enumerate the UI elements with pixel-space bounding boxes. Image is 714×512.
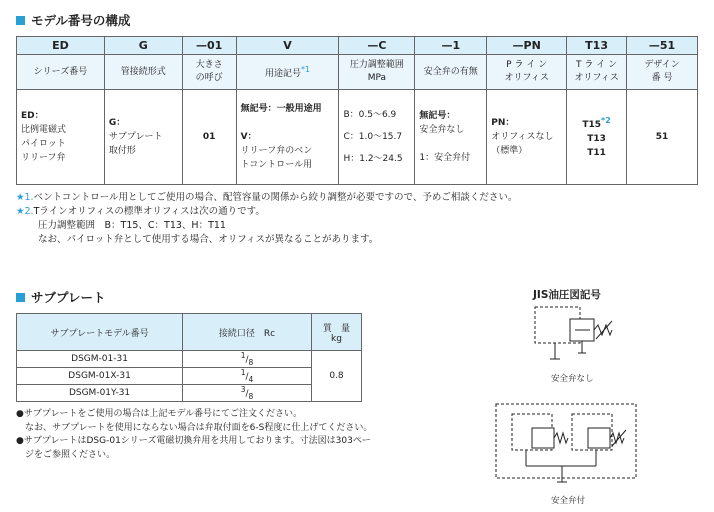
code-cell: G	[104, 37, 182, 55]
footnote-1: ★1.ベントコントロール用としてご使用の場合、配管容量の関係から絞り調整が必要ですので、予めご相談ください。	[16, 192, 518, 203]
model-cell: DSGM-01-31	[17, 351, 183, 368]
port-cell: $^1/_8$	[183, 351, 312, 368]
label-cell: T ラ イ ン オリフィス	[567, 55, 627, 90]
code-cell: —01	[182, 37, 236, 55]
table-row	[17, 351, 362, 368]
mass-cell: 0.8	[311, 351, 361, 402]
model-code-row	[17, 37, 698, 55]
pressure-cell: B：0.5〜6.9 C：1.0〜15.7 H：1.2〜24.5	[339, 90, 415, 185]
series-cell: ED： 比例電磁式 パイロット リリーフ弁	[17, 90, 105, 185]
label-cell: 管接続形式	[104, 55, 182, 90]
code-cell: —1	[415, 37, 487, 55]
label-cell: デザイン 番 号	[627, 55, 698, 90]
header-port: 接続口径 Rc	[183, 314, 312, 351]
caption-no-safety-valve: 安全弁なし	[551, 374, 594, 384]
model-number-table	[16, 36, 698, 185]
code-cell: T13	[567, 37, 627, 55]
label-cell: シリーズ番号	[17, 55, 105, 90]
table-row	[17, 385, 362, 402]
code-cell: ED	[17, 37, 105, 55]
section-title-model: モデル番号の構成	[16, 11, 130, 29]
square-bullet-icon	[16, 293, 25, 302]
label-cell: 大きさ の呼び	[182, 55, 236, 90]
subplate-table	[16, 313, 362, 402]
square-bullet-icon	[16, 16, 25, 25]
port-cell: $^3/_8$	[183, 385, 312, 402]
model-cell: DSGM-01Y-31	[17, 385, 183, 402]
subplate-header-row	[17, 314, 362, 351]
footnote-2-detail: 圧力調整範囲 B：T15、C：T13、H：T11	[38, 220, 226, 231]
relief-valve-symbol-icon	[520, 303, 620, 373]
use-cell: 無記号：一般用途用 V： リリーフ弁のベン トコントロール用	[236, 90, 339, 185]
code-cell: V	[236, 37, 339, 55]
connection-cell: G： サブプレート 取付形	[104, 90, 182, 185]
safety-valve-cell: 無記号： 安全弁なし 1：安全弁付	[415, 90, 487, 185]
label-cell: 安全弁の有無	[415, 55, 487, 90]
header-mass: 質 量 kg	[311, 314, 361, 351]
code-cell: —51	[627, 37, 698, 55]
relief-valve-with-safety-symbol-icon	[492, 400, 642, 488]
model-cell: DSGM-01X-31	[17, 368, 183, 385]
caption-with-safety-valve: 安全弁付	[551, 496, 586, 506]
model-body-row	[17, 90, 698, 185]
label-cell: 圧力調整範囲 MPa	[339, 55, 415, 90]
subplate-notes	[16, 408, 376, 462]
subplate-note: ●サブプレートをご使用の場合は上記モデル番号にてご注文ください。	[16, 409, 303, 419]
size-cell: 01	[182, 90, 236, 185]
model-label-row	[17, 55, 698, 90]
design-number-cell: 51	[627, 90, 698, 185]
label-cell: P ラ イ ン オリフィス	[487, 55, 567, 90]
jis-title: JIS油圧図記号	[533, 289, 601, 301]
footnote-2: ★2.Tラインオリフィスの標準オリフィスは次の通りです。	[16, 206, 265, 217]
footnote-2-note: なお、パイロット弁として使用する場合、オリフィスが異なることがあります。	[38, 234, 379, 245]
code-cell: —PN	[487, 37, 567, 55]
header-model: サブプレートモデル番号	[17, 314, 183, 351]
section-title-subplate: サブプレート	[16, 288, 106, 306]
port-cell: $^1/_4$	[183, 368, 312, 385]
footnote-star-2: *2	[601, 116, 611, 125]
label-cell: 用途記号*1	[236, 55, 339, 90]
footnotes	[16, 191, 706, 247]
t-orifice-cell: T15*2 T13 T11	[567, 90, 627, 185]
footnote-star-1: *1	[301, 65, 311, 74]
code-cell: —C	[339, 37, 415, 55]
subplate-note: ジをご参照ください。	[25, 449, 116, 460]
table-row	[17, 368, 362, 385]
subplate-note: なお、サブプレートを使用にならない場合は弁取付面を6-S程度に仕上げてください。	[25, 422, 373, 433]
subplate-note: ●サブプレートはDSG-01シリーズ電磁切換弁用を共用しております。寸法図は303ペー	[16, 436, 371, 446]
p-orifice-cell: PN： オリフィスなし （標準）	[487, 90, 567, 185]
